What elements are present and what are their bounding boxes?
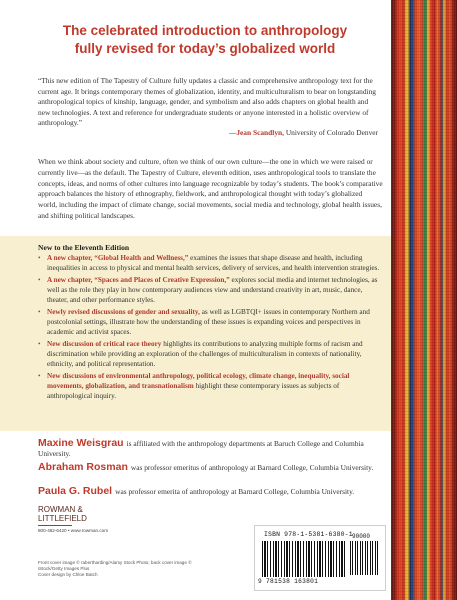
bullet-icon: • (38, 275, 41, 284)
publisher-contact: 800-462-6420 • www.rowman.com (38, 528, 109, 533)
list-item (38, 339, 380, 370)
headline-line-2: fully revised for today’s globalized world (74, 41, 336, 56)
author-bio-3 (38, 486, 383, 497)
list-item-text: highlight these contemporary issues as subjects of anthropological inquiry. (47, 382, 340, 401)
textile-weave-overlay (391, 0, 457, 600)
endorsement-quote: “This new edition of The Tapestry of Culture fully updates a classic and comprehensive anthropology text for the current age. It brings contemporary themes of globalization, identity, and multiculturalism to bear on longstanding anthropological topics of kinship, language, gender, and symbolism and also adds chapters on global health and new technologies. A text and reference for undergraduate students or anyone interested in a holistic overview of anthropology.” (38, 76, 376, 128)
list-item (38, 371, 380, 402)
barcode-image (262, 541, 346, 577)
credit-line-1: Front cover image © rabertharding/Alamy Stock Photo; back cover image © iStock/Getty Images Plus (38, 560, 192, 572)
author-bio-text: was professor emerita of anthropology at Barnard College, Columbia University. (115, 487, 355, 496)
bullet-icon: • (38, 371, 41, 380)
list-item-text: highlights its contributions to analyzing multiple forms of racism and discrimination while providing an exploration of the challenges of multiculturalism in contexts of nationality, ethnicity, and political representation. (47, 339, 363, 369)
list-item-text: explores social media and internet technologies, as well as the role they play in how contemporary audiences view and understand creativity in art, music, dance, theater, and other performance styles. (47, 275, 378, 305)
price-barcode-image (350, 541, 378, 575)
endorser-name: —Jean Scandlyn, (228, 128, 284, 137)
list-item-lead: A new chapter, “Global Health and Wellness,” (47, 254, 189, 262)
credit-line-2: Cover design by Chloe Batch (38, 572, 98, 578)
author-name: Paula G. Rubel (38, 485, 113, 497)
list-item-text: examines the issues that shape disease and health, including inequalities in access to physical and mental health services, delivery of services, and health intervention strategies. (47, 254, 380, 273)
list-item-text: as well as LGBTQI+ issues in contemporary Northern and postcolonial settings, illustrate how the understanding of these issues is expanding voices and perspectives in academic and activist spaces. (47, 307, 370, 337)
list-item-lead: New discussion of critical race theory (47, 339, 162, 348)
author-bio-2 (38, 462, 383, 473)
publisher-logo-line-2: LITTLEFIELD (38, 514, 87, 523)
list-item-lead: A new chapter, “Spaces and Places of Creative Expression,” (47, 275, 230, 284)
bullet-icon: • (38, 307, 41, 316)
list-item-lead: Newly revised discussions of gender and sexuality, (47, 307, 200, 316)
barcode-digits: 9 781538 163801 (258, 578, 319, 585)
list-item (38, 275, 380, 306)
new-edition-title: New to the Eleventh Edition (38, 243, 130, 252)
list-item (38, 253, 380, 273)
author-name: Maxine Weisgrau (38, 437, 124, 449)
cover-credits (38, 560, 208, 579)
list-item-lead: New discussions of environmental anthropology, political ecology, climate change, inequality, social movements, globalization, and transnationalism (47, 371, 350, 390)
author-name: Abraham Rosman (38, 461, 128, 473)
price-code: 90000 (352, 533, 371, 540)
description-paragraph: When we think about society and culture, often we think of our own culture—the one in which we were raised or currently live—as the default. The Tapestry of Culture, eleventh edition, uses anthropological tools to translate the concepts, ideas, and norms of other cultures into language recognizable by today’s students. The book’s comparative approach balances the history of ethnography, fieldwork, and anthropological thought with today’s globalized world, including the impact of climate change, social movements, social media and technology, global health issues, and shifting political landscapes. (38, 157, 383, 220)
publisher-rule (38, 525, 72, 526)
author-bio-text: is affiliated with the anthropology departments at Baruch College and Columbia University. (38, 439, 364, 459)
author-bio-1 (38, 438, 383, 459)
endorser-affiliation: University of Colorado Denver (285, 128, 378, 137)
bullet-icon: • (38, 254, 41, 262)
bullet-icon: • (38, 339, 41, 348)
isbn-label: ISBN 978-1-5381-6380-1 (264, 531, 353, 538)
list-item (38, 307, 380, 338)
author-bio-text: was professor emeritus of anthropology at Barnard College, Columbia University. (130, 463, 374, 472)
new-edition-list (38, 253, 380, 403)
endorsement-attribution (229, 128, 378, 138)
headline (40, 22, 370, 58)
publisher-logo (38, 505, 98, 523)
headline-line-1: The celebrated introduction to anthropology (62, 23, 348, 38)
publisher-logo-line-1: ROWMAN & (38, 505, 83, 514)
